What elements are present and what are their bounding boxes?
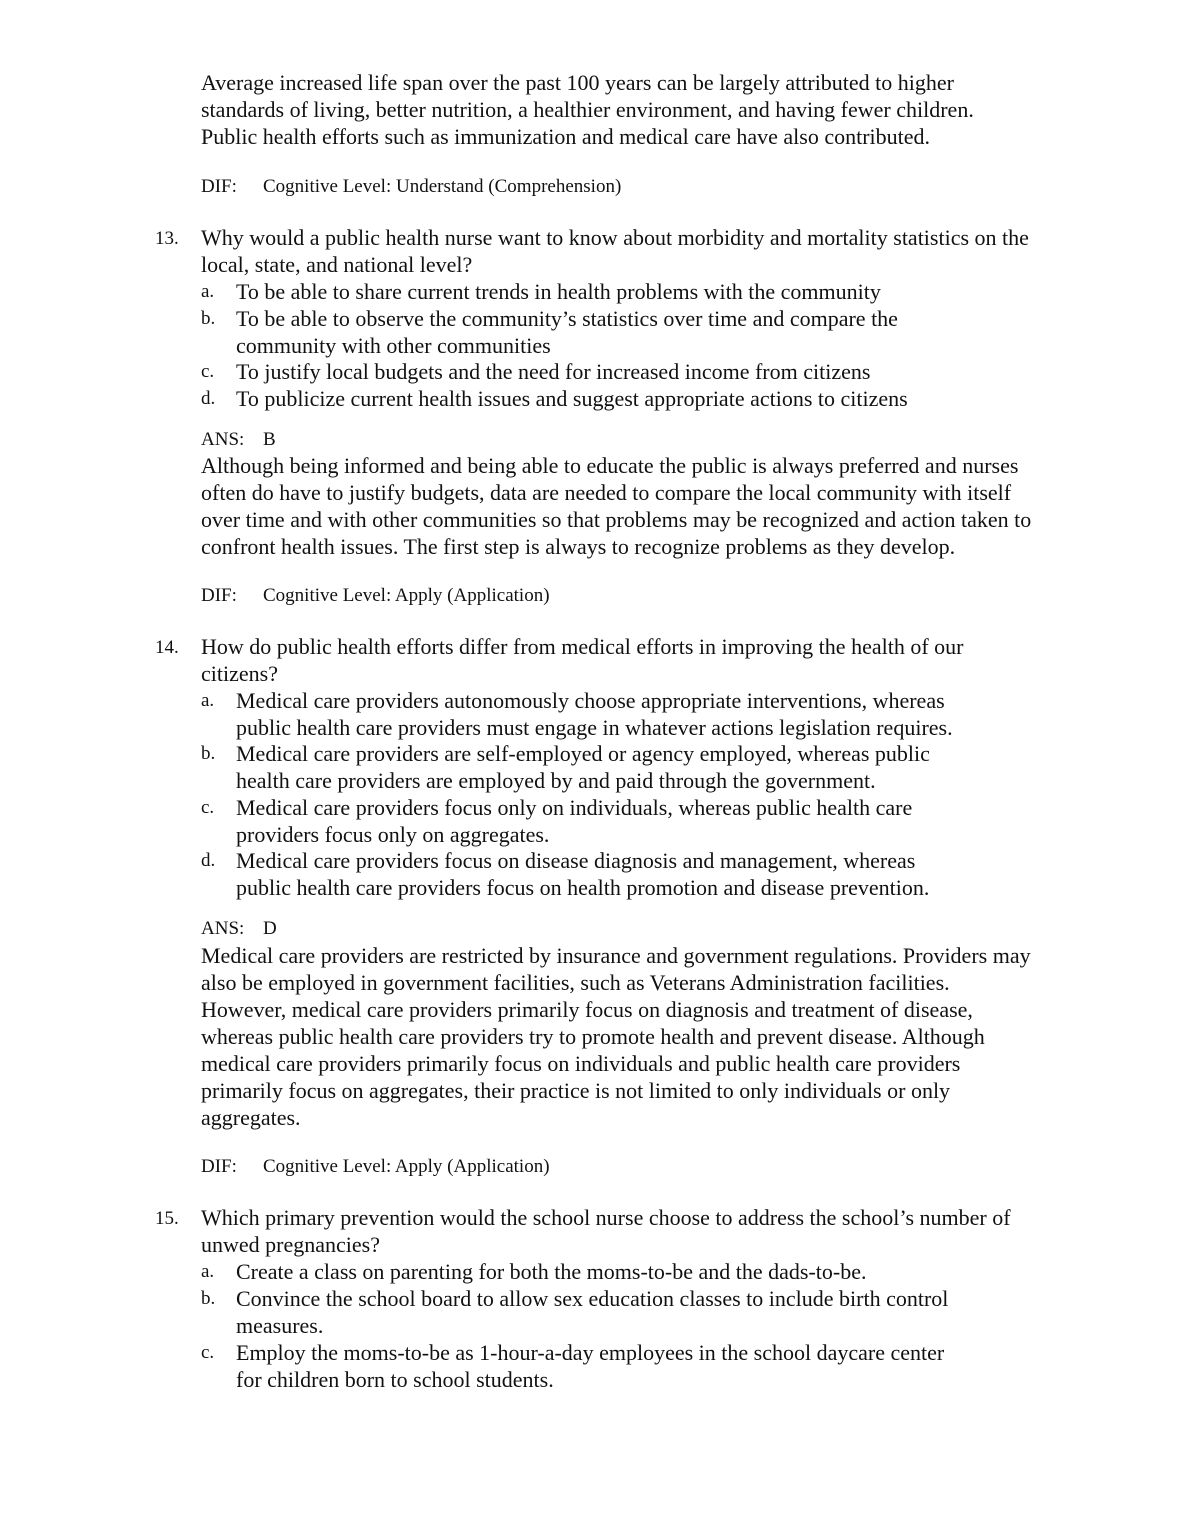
option-letter: c. bbox=[201, 361, 215, 382]
question-stem: Which primary prevention would the school nurse choose to address the school’s number of unwed pregnancies? bbox=[201, 1205, 1011, 1257]
option-letter: c. bbox=[201, 797, 215, 818]
option-letter: a. bbox=[201, 1261, 215, 1282]
option-letter: b. bbox=[201, 743, 216, 764]
option-text: Convince the school board to allow sex education classes to include birth control measures. bbox=[236, 1286, 949, 1338]
difficulty-line bbox=[201, 584, 550, 608]
intro-difficulty bbox=[201, 175, 621, 199]
option-text: Medical care providers focus only on individuals, whereas public health care providers focus only on aggregates. bbox=[236, 795, 913, 847]
option-text: Medical care providers autonomously choose appropriate interventions, whereas public health care providers must engage in whatever actions legislation requires. bbox=[236, 688, 953, 740]
option-letter: b. bbox=[201, 1288, 216, 1309]
question-stem: How do public health efforts differ from medical efforts in improving the health of our citizens? bbox=[201, 634, 964, 686]
answer-label: ANS: bbox=[201, 429, 245, 450]
dif-value: Cognitive Level: Apply (Application) bbox=[263, 585, 550, 606]
dif-label: DIF: bbox=[201, 585, 237, 606]
answer-label: ANS: bbox=[201, 918, 245, 939]
dif-label: DIF: bbox=[201, 176, 237, 197]
answer-line bbox=[201, 428, 276, 452]
option-letter: c. bbox=[201, 1342, 215, 1363]
question-number: 14. bbox=[155, 637, 179, 658]
intro-rationale: Average increased life span over the past 100 years can be largely attributed to higher standards of living, better nutrition, a healthier environment, and having fewer children. Public health efforts such as immunization and medical care have also contributed. bbox=[201, 70, 974, 149]
option-letter: d. bbox=[201, 850, 216, 871]
option-text: Create a class on parenting for both the moms-to-be and the dads-to-be. bbox=[236, 1259, 867, 1284]
option-letter: a. bbox=[201, 690, 215, 711]
answer-value: B bbox=[263, 429, 276, 450]
answer-value: D bbox=[263, 918, 277, 939]
answer-rationale: Although being informed and being able to educate the public is always preferred and nurses often do have to justify budgets, data are needed to compare the local community with itself over time and with other communities so that problems may be recognized and action taken to confront health issues. The first step is always to recognize problems as they develop. bbox=[201, 453, 1032, 559]
difficulty-line bbox=[201, 1155, 550, 1179]
question-number: 13. bbox=[155, 228, 179, 249]
option-text: To publicize current health issues and suggest appropriate actions to citizens bbox=[236, 386, 908, 411]
option-letter: d. bbox=[201, 388, 216, 409]
option-text: Medical care providers focus on disease diagnosis and management, whereas public health care providers focus on health promotion and disease prevention. bbox=[236, 848, 930, 900]
answer-rationale: Medical care providers are restricted by insurance and government regulations. Providers may also be employed in government facilities, such as Veterans Administration facilities. However, medical care providers primarily focus on diagnosis and treatment of disease, whereas public health care providers try to promote health and prevent disease. Although medical care providers primarily focus on individuals and public health care providers primarily focus on aggregates, their practice is not limited to only individuals or only aggregates. bbox=[201, 943, 1031, 1130]
dif-label: DIF: bbox=[201, 1156, 237, 1177]
answer-line bbox=[201, 917, 277, 941]
question-stem: Why would a public health nurse want to know about morbidity and mortality statistics on the local, state, and national level? bbox=[201, 225, 1029, 277]
option-text: To be able to observe the community’s statistics over time and compare the community with other communities bbox=[236, 306, 898, 358]
option-letter: a. bbox=[201, 281, 215, 302]
dif-value: Cognitive Level: Understand (Comprehension) bbox=[263, 176, 622, 197]
option-letter: b. bbox=[201, 308, 216, 329]
option-text: Medical care providers are self-employed or agency employed, whereas public health care providers are employed by and paid through the government. bbox=[236, 741, 930, 793]
option-text: Employ the moms-to-be as 1-hour-a-day employees in the school daycare center for children born to school students. bbox=[236, 1340, 945, 1392]
option-text: To justify local budgets and the need for increased income from citizens bbox=[236, 359, 871, 384]
dif-value: Cognitive Level: Apply (Application) bbox=[263, 1156, 550, 1177]
question-number: 15. bbox=[155, 1208, 179, 1229]
option-text: To be able to share current trends in health problems with the community bbox=[236, 279, 881, 304]
